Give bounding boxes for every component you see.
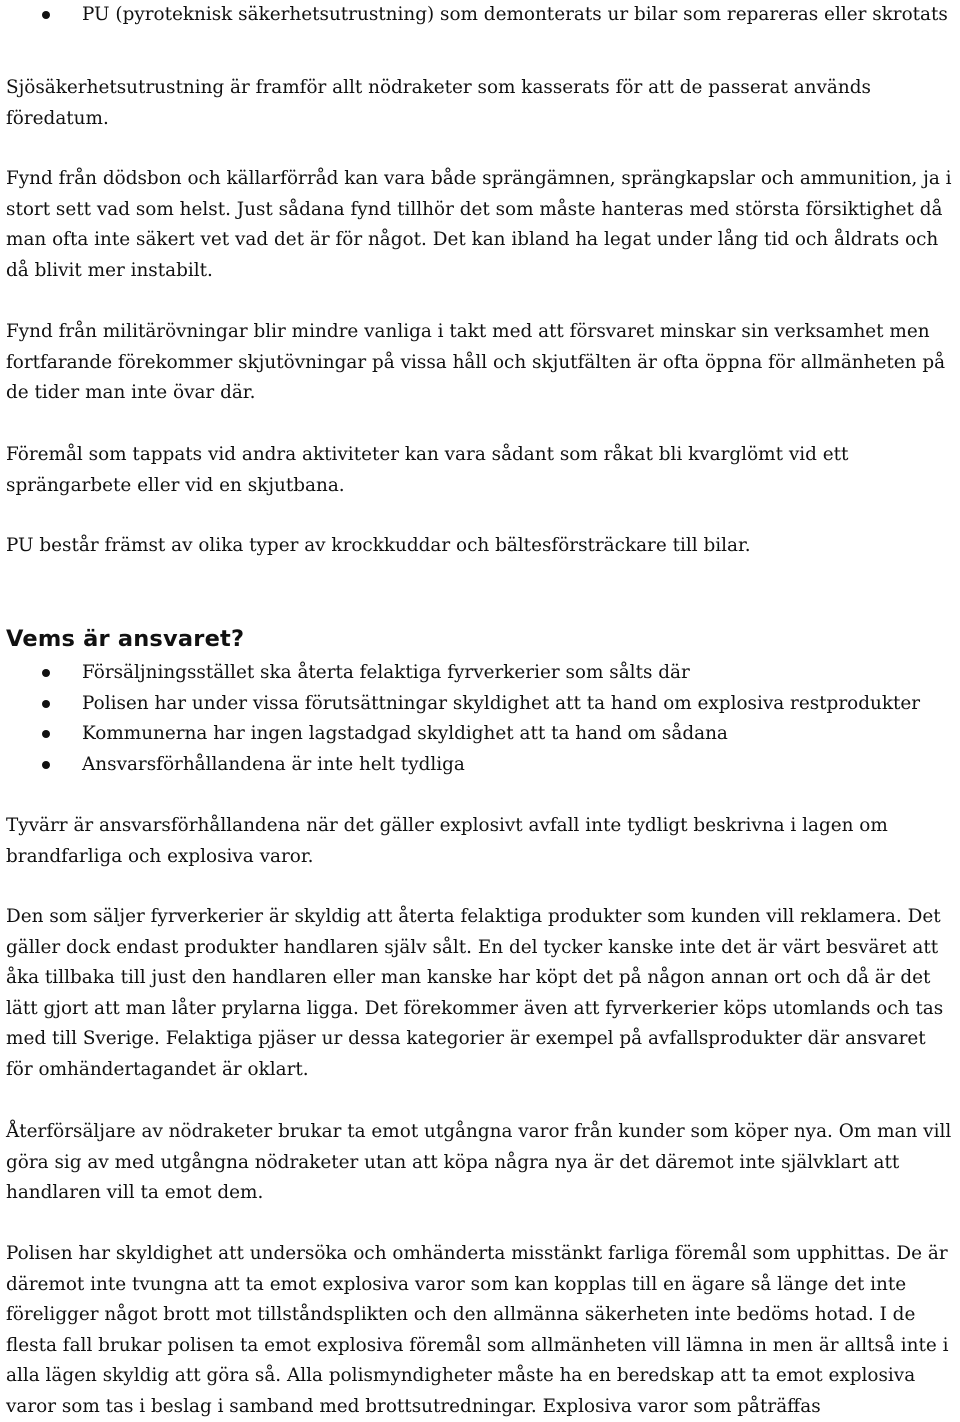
- paragraph-2: Fynd från dödsbon och källarförråd kan vara både sprängämnen, sprängkapslar och ammunition, ja i stort sett vad som helst. Just sådana fynd tillhör det som måste hanteras med största försiktighet då man ofta inte säkert vet vad det är för något. Det kan ibland ha legat under lång tid och åldrats och då blivit mer instabilt.: [6, 168, 952, 281]
- bullet-icon: [42, 730, 50, 738]
- paragraph-7: Den som säljer fyrverkerier är skyldig att återta felaktiga produkter som kunden vill reklamera. Det gäller dock endast produkter handlaren själv sålt. En del tycker kanske inte det är värt besväret att åka tillbaka till just den handlaren eller man kanske har köpt det på någon annan ort och då är det lätt gjort att man låter prylarna ligga. Det förekommer även att fyrverkerier köps utomlands och tas med till Sverige. Felaktiga pjäser ur dessa kategorier är exempel på avfallsprodukter där ansvaret för omhändertagandet är oklart.: [6, 906, 944, 1080]
- list-item: [0, 689, 955, 720]
- paragraph-4: Föremål som tappats vid andra aktiviteter kan vara sådant som råkat bli kvarglömt vid ett sprängarbete eller vid en skjutbana.: [6, 444, 849, 496]
- paragraph-1: Sjösäkerhetsutrustning är framför allt nödraketer som kasserats för att de passerat används föredatum.: [6, 77, 871, 129]
- responsibility-bullet-list: [0, 658, 955, 780]
- list-item: [0, 0, 955, 31]
- list-item: [0, 719, 955, 750]
- list-item: [0, 750, 955, 781]
- bullet-icon: [42, 700, 50, 708]
- list-item-text: Polisen har under vissa förutsättningar skyldighet att ta hand om explosiva restprodukter: [82, 692, 921, 714]
- list-item-text: PU (pyroteknisk säkerhetsutrustning) som demonterats ur bilar som repareras eller skrotats: [82, 4, 948, 25]
- paragraph-8: Återförsäljare av nödraketer brukar ta emot utgångna varor från kunder som köper nya. Om man vill göra sig av med utgångna nödraketer utan att köpa några nya är det däremot inte självklart att handlaren vill ta emot dem.: [6, 1121, 952, 1203]
- paragraph-5: PU består främst av olika typer av krockkuddar och bältesförsträckare till bilar.: [6, 535, 751, 556]
- list-item-text: Ansvarsförhållandena är inte helt tydliga: [82, 753, 465, 775]
- top-bullet-list: [0, 0, 955, 31]
- paragraph-6: Tyvärr är ansvarsförhållandena när det gäller explosivt avfall inte tydligt beskrivna i lagen om brandfarliga och explosiva varor.: [6, 815, 888, 867]
- list-item-text: Försäljningsstället ska återta felaktiga fyrverkerier som sålts där: [82, 662, 690, 683]
- list-item: [0, 658, 955, 689]
- bullet-icon: [42, 761, 50, 769]
- bullet-icon: [42, 11, 50, 19]
- bullet-icon: [42, 669, 50, 677]
- paragraph-3: Fynd från militärövningar blir mindre vanliga i takt med att försvaret minskar sin verksamhet men fortfarande förekommer skjutövningar på vissa håll och skjutfälten är ofta öppna för allmänheten på de tider man inte övar där.: [6, 321, 946, 403]
- section-heading: Vems är ansvaret?: [6, 626, 245, 652]
- list-item-text: Kommunerna har ingen lagstadgad skyldighet att ta hand om sådana: [82, 723, 728, 744]
- paragraph-9: Polisen har skyldighet att undersöka och omhänderta misstänkt farliga föremål som upphittas. De är däremot inte tvungna att ta emot explosiva varor som kan kopplas till en ägare så länge det inte föreligger något brott mot tillståndsplikten och den allmänna säkerheten inte bedöms hotad. I de flesta fall brukar polisen ta emot explosiva föremål som allmänheten vill lämna in men är alltså inte i alla lägen skyldig att göra så. Alla polismyndigheter måste ha en beredskap att ta emot explosiva varor som tas i beslag i samband med brottsutredningar. Explosiva varor som påträffas: [6, 1243, 949, 1417]
